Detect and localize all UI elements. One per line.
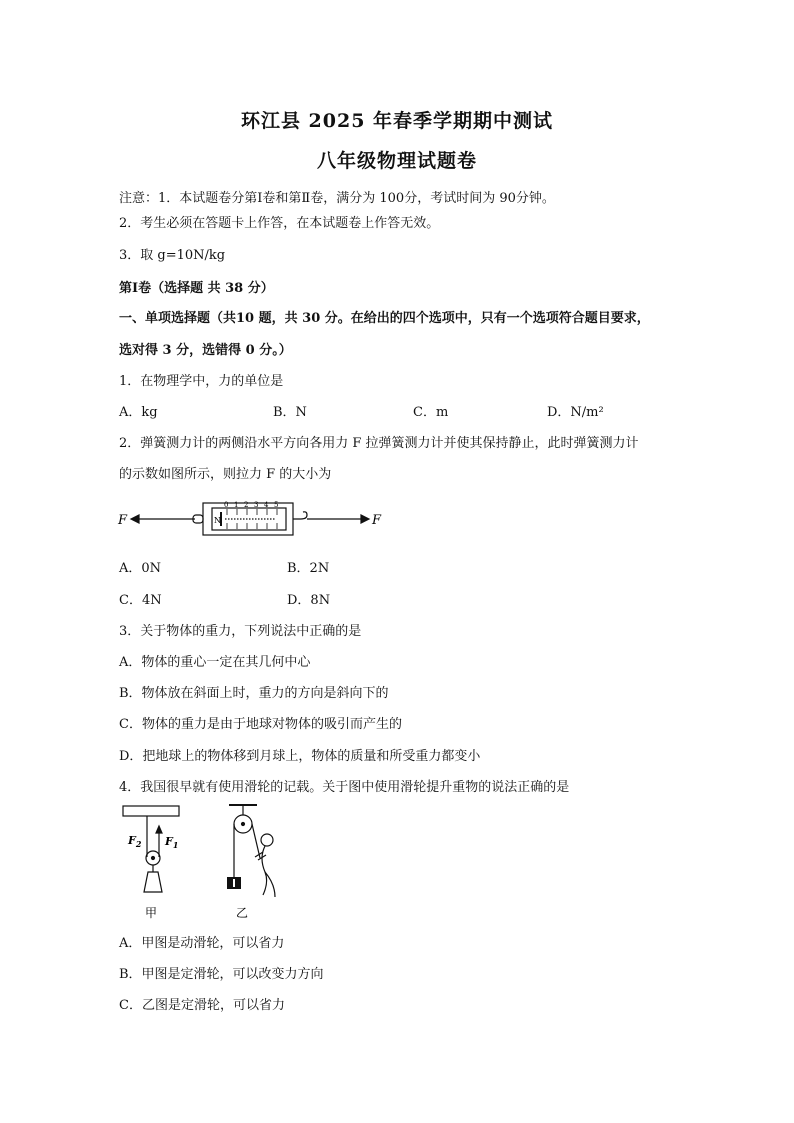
exam-subtitle: 八年级物理试题卷: [316, 150, 477, 172]
q4-option-c: C．乙图是定滑轮，可以省力: [119, 998, 285, 1013]
q4-option-a: A．甲图是动滑轮，可以省力: [119, 936, 285, 951]
q3-option-a: A．物体的重心一定在其几何中心: [119, 655, 311, 670]
q3-option-c: C．物体的重力是由于地球对物体的吸引而产生的: [119, 717, 402, 732]
section1-instructions-line1: 一、单项选择题（共10 题，共 30 分。在给出的四个选项中，只有一个选项符合题目要求，: [119, 311, 650, 326]
right-hook: [293, 512, 307, 519]
scale-tick-label-1: 1: [234, 501, 239, 509]
note-3: 3．取 g=10N/kg: [119, 248, 226, 263]
yi-person-head: [261, 834, 273, 846]
yi-caption: 乙: [236, 906, 249, 920]
q2-option-b: B．2N: [287, 561, 330, 576]
q4-option-b: B．甲图是定滑轮，可以改变力方向: [119, 967, 324, 982]
jia-f1-arrowhead: [156, 826, 162, 833]
note-2: 2．考生必须在答题卡上作答，在本试题卷上作答无效。: [119, 216, 440, 231]
q2-option-c: C．4N: [119, 593, 162, 608]
q1-option-a: A．kg: [119, 405, 158, 420]
q3-stem: 3．关于物体的重力，下列说法中正确的是: [119, 624, 362, 639]
q1-option-d: D．N/m²: [547, 405, 604, 420]
q4-stem: 4．我国很早就有使用滑轮的记载。关于图中使用滑轮提升重物的说法正确的是: [119, 780, 570, 795]
q2-stem-line2: 的示数如图所示，则拉力 F 的大小为: [119, 467, 332, 482]
scale-unit-label: N: [214, 516, 221, 525]
jia-weight: [144, 872, 162, 892]
spring-scale-figure: [115, 495, 385, 540]
q1-option-b: B．N: [273, 405, 307, 420]
note-1: 注意：1．本试题卷分第Ⅰ卷和第Ⅱ卷，满分为 100分，考试时间为 90分钟。: [119, 191, 555, 206]
scale-tick-label-5: 5: [274, 501, 279, 509]
scale-tick-label-2: 2: [244, 501, 249, 509]
q1-option-c: C．m: [413, 405, 449, 420]
pulley-figure: [115, 800, 295, 925]
scale-tick-label-0: 0: [224, 501, 229, 509]
section1-instructions-line2: 选对得 3 分，选错得 0 分。）: [119, 343, 292, 358]
jia-caption: 甲: [145, 906, 158, 920]
jia-f1-label: $F_1$: [165, 835, 179, 850]
q2-stem-line1: 2．弹簧测力计的两侧沿水平方向各用力 F 拉弹簧测力计并使其保持静止，此时弹簧测力计: [119, 436, 639, 451]
jia-f2-label: $F_2$: [128, 834, 142, 849]
q3-option-d: D．把地球上的物体移到月球上，物体的质量和所受重力都变小: [119, 749, 481, 764]
right-arrowhead: [361, 515, 369, 523]
yi-person-body: [262, 846, 267, 895]
q3-option-b: B．物体放在斜面上时，重力的方向是斜向下的: [119, 686, 389, 701]
q1-stem: 1．在物理学中，力的单位是: [119, 374, 284, 389]
yi-rope-pull: [252, 824, 260, 858]
q2-option-d: D．8N: [287, 593, 331, 608]
scale-tick-label-4: 4: [264, 501, 269, 509]
left-arrowhead: [131, 515, 139, 523]
q2-option-a: A．0N: [119, 561, 162, 576]
part1-heading: 第Ⅰ卷（选择题 共 38 分）: [119, 281, 274, 296]
right-force-label: F: [372, 513, 382, 528]
scale-tick-label-3: 3: [254, 501, 259, 509]
exam-title: 环江县 2025 年春季学期期中测试: [240, 110, 554, 132]
jia-ceiling-beam: [123, 806, 179, 816]
left-force-label: F: [118, 513, 128, 528]
